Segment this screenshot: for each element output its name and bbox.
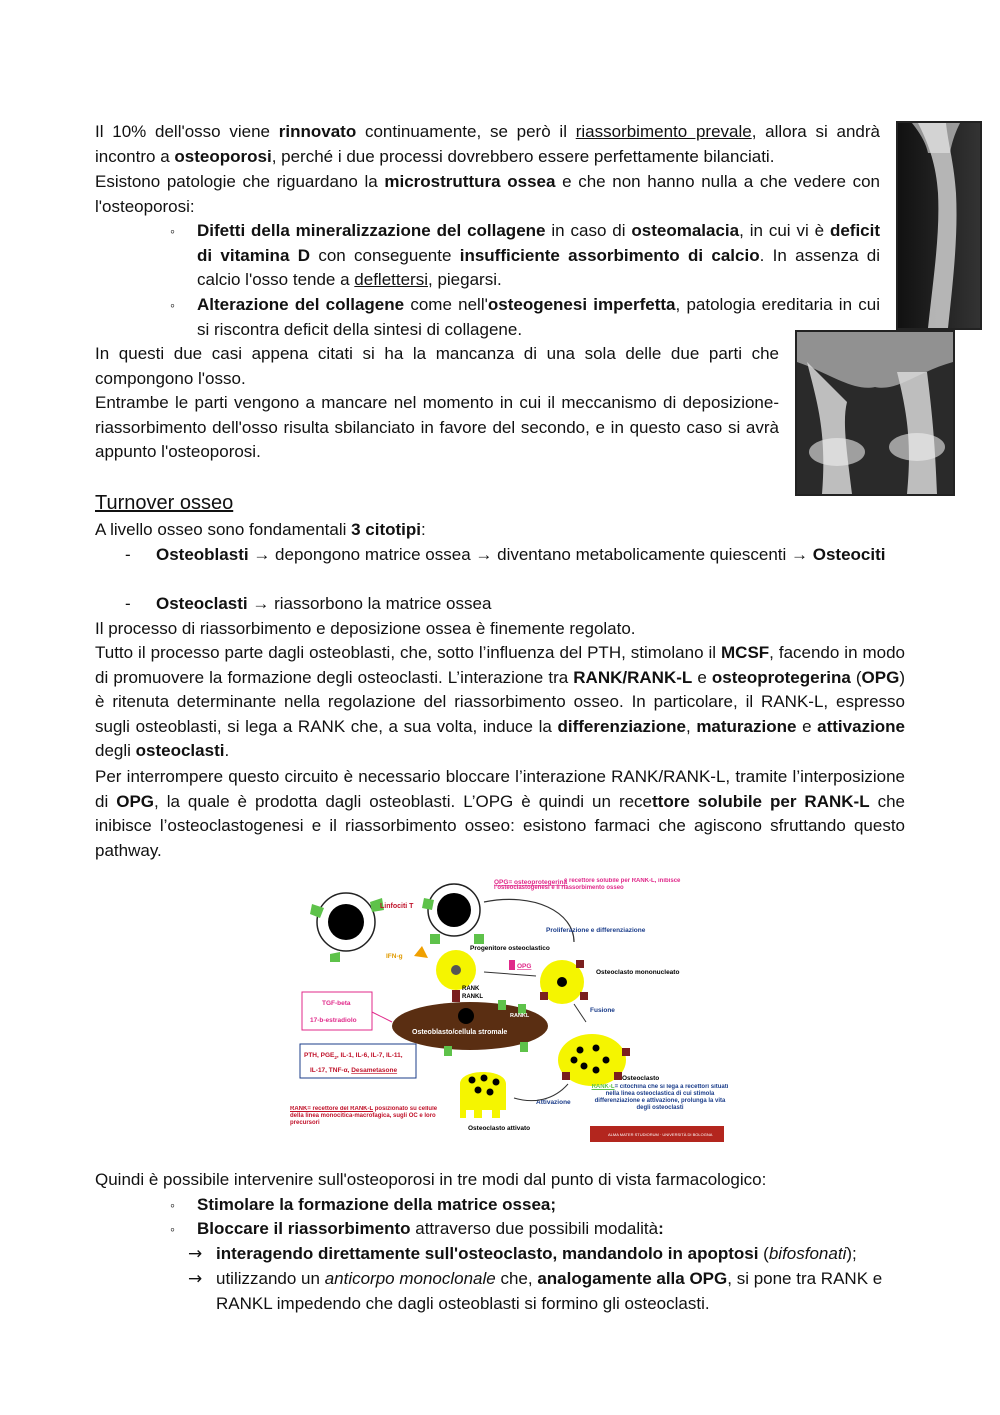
text-run: Alterazione del collagene bbox=[197, 295, 405, 314]
text-run: MCSF bbox=[721, 643, 770, 662]
label-linfociti: Linfociti T bbox=[380, 903, 414, 910]
rank-rankl-diagram bbox=[284, 872, 730, 1144]
text-run: Tutto il processo parte dagli osteoblasti, che, sotto l’influenza del PTH, stimolano il bbox=[95, 643, 721, 662]
text-run: insufficiente assorbimento di calcio bbox=[459, 245, 760, 265]
text-run: : bbox=[658, 1219, 664, 1238]
turnover-line-1 bbox=[95, 518, 905, 543]
activated-osteoclast-cell bbox=[460, 1072, 506, 1118]
text-run: Difetti della mineralizzazione del collagene bbox=[197, 221, 546, 240]
text-run: ( bbox=[850, 667, 862, 687]
text-run: , si pone tra RANK e RANKL impedendo che dagli osteoblasti si formino gli osteoclasti. bbox=[216, 1269, 883, 1313]
text-run: ttore solubile per RANK-L bbox=[652, 791, 870, 811]
xray-image-femur bbox=[896, 121, 982, 330]
text-run: Il 10% dell'osso viene bbox=[95, 122, 279, 141]
label-fusione: Fusione bbox=[590, 1007, 615, 1014]
text-run: riassorbimento prevale bbox=[575, 122, 752, 141]
therapy-arrow-item-2 bbox=[216, 1267, 905, 1316]
label-osteoclasto: Osteoclasto bbox=[622, 1075, 660, 1082]
rank-definition: RANK= recettore del RANK-L posizionato su cellule della linea monocitica-macrofagica, sugli OC e loro precursori bbox=[290, 1106, 438, 1126]
text-run: ); bbox=[846, 1244, 857, 1263]
text-run: e che non hanno nulla a che vedere con l'osteoporosi: bbox=[95, 172, 880, 216]
label-university: ALMA MATER STUDIORUM · UNIVERSITÀ DI BOLOGNA bbox=[608, 1132, 713, 1137]
text-run: , bbox=[685, 716, 697, 736]
label-progenitore: Progenitore osteoclastico bbox=[470, 945, 550, 952]
text-run: : bbox=[421, 520, 426, 539]
bullet-item-collagen-alteration bbox=[197, 293, 880, 342]
dash-item-osteoblasti bbox=[156, 543, 905, 568]
xray-image-knees bbox=[795, 330, 955, 496]
xray-femur-drawing bbox=[898, 123, 980, 328]
text-run: A livello osseo sono fondamentali bbox=[95, 520, 352, 539]
intro-paragraph-2 bbox=[95, 170, 880, 219]
diagram-svg bbox=[284, 872, 730, 1144]
text-run: , allora si andrà incontro a bbox=[95, 122, 881, 166]
opg-description-wrap bbox=[494, 878, 684, 908]
label-estradiolo: 17-b-estradiolo bbox=[310, 1017, 357, 1024]
text-run: , facendo in modo di promuovere la formazione degli osteoclasti. L’interazione tra bbox=[95, 643, 906, 687]
bullet-marker: ◦ bbox=[170, 223, 175, 239]
intro-paragraph-4: Entrambe le parti vengono a mancare nel momento in cui il meccanismo di deposizione-riassorbimento dell'osso risulta sbilanciato in favore del secondo, e in questo caso si avrà appunto l'osteoporosi. bbox=[95, 393, 779, 462]
therapy-intro: Quindi è possibile intervenire sull'osteoporosi in tre modi dal punto di vista farmacologico: bbox=[95, 1170, 767, 1189]
bullet-marker: ◦ bbox=[170, 1197, 175, 1213]
text-run: attraverso due possibili modalità bbox=[410, 1219, 659, 1238]
text-run: anticorpo monoclonale bbox=[324, 1269, 496, 1288]
rankl-definition: RANK-L= citochina che si lega a recettori situati nella linea osteoclastica di cui stimola differenziazione e attivazione, prolunga la vita degli osteoclasti bbox=[591, 1084, 729, 1111]
text-run: Esistono patologie che riguardano la bbox=[95, 172, 385, 191]
text-run: continuamente, se però il bbox=[356, 122, 576, 141]
text-run: Per interrompere questo circuito è necessario bloccare l’interazione RANK/RANK-L, tramite l’interposizione di bbox=[95, 767, 905, 811]
intro-paragraph-1 bbox=[95, 120, 880, 169]
arrow-marker: → bbox=[188, 1244, 203, 1264]
text-run: RANK/RANK-L bbox=[573, 667, 693, 687]
text-run: Osteoclasti bbox=[156, 594, 248, 613]
text-run: osteomalacia bbox=[631, 221, 740, 240]
label-rank: RANK bbox=[462, 986, 480, 992]
text-run: Stimolare la formazione della matrice ossea; bbox=[197, 1195, 557, 1214]
ifn-molecule bbox=[414, 946, 428, 958]
bullet-marker: ◦ bbox=[170, 297, 175, 313]
text-run: deflettersi bbox=[354, 270, 428, 290]
text-run: e bbox=[796, 716, 818, 736]
xray-knees-drawing bbox=[797, 332, 953, 494]
text-run: Osteoblasti bbox=[156, 545, 249, 564]
text-run: analogamente alla OPG bbox=[537, 1269, 728, 1288]
text-run: che inibisce l’osteoclastogenesi e il riassorbimento osseo: esistono farmaci che agiscono sfruttando questo pathway. bbox=[95, 791, 905, 860]
text-run: ) è ritenuta determinante nella regolazione del riassorbimento osseo. In particolare, il RANK-L, espresso sugli osteoblasti, si lega a RANK che, a sua volta, induce la bbox=[95, 667, 906, 736]
text-run: deficit di vitamina D bbox=[197, 221, 880, 265]
text-run: → depongono matrice ossea → diventano metabolicamente quiescenti → bbox=[248, 545, 813, 564]
therapy-bullet-2 bbox=[197, 1217, 905, 1242]
text-run: differenziazione bbox=[557, 716, 686, 736]
text-run: OPG bbox=[861, 667, 900, 687]
mononuclear-osteoclast-cell bbox=[540, 960, 588, 1004]
text-run: . In assenza di calcio l'osso tende a bbox=[197, 245, 880, 290]
text-run: , in cui vi è bbox=[739, 221, 830, 240]
dash-marker: - bbox=[125, 594, 131, 613]
opg-molecule bbox=[509, 960, 515, 970]
text-run: in caso di bbox=[545, 221, 632, 240]
text-run: microstruttura ossea bbox=[384, 172, 556, 191]
label-osteoclasto-mono: Osteoclasto mononucleato bbox=[596, 969, 680, 976]
text-run: osteoporosi bbox=[174, 146, 272, 166]
lymphocyte-cell-1 bbox=[310, 893, 384, 962]
text-run: → riassorbono la matrice ossea bbox=[247, 594, 492, 613]
label-osteoblasto: Osteoblasto/cellula stromale bbox=[412, 1029, 508, 1036]
text-run: e bbox=[692, 667, 712, 687]
dash-marker: - bbox=[125, 545, 131, 564]
text-run: osteoclasti bbox=[135, 741, 225, 761]
label-opg: OPG bbox=[517, 963, 532, 970]
text-run: , perché i due processi dovrebbero essere perfettamente bilanciati. bbox=[271, 146, 775, 166]
label-osteoclasto-attivato: Osteoclasto attivato bbox=[468, 1125, 531, 1132]
label-cytokines-2: IL-17, TNF-α, Desametasone bbox=[310, 1067, 398, 1074]
rank-definition-wrap bbox=[290, 1106, 450, 1138]
text-run: 3 citotipi bbox=[351, 520, 422, 539]
therapy-arrow-item-1 bbox=[216, 1242, 905, 1267]
text-run: interagendo direttamente sull'osteoclasto, mandandolo in apoptosi bbox=[216, 1244, 759, 1263]
text-run: , la quale è prodotta dagli osteoblasti. L’OPG è quindi un rece bbox=[154, 791, 653, 811]
bullet-marker: ◦ bbox=[170, 1221, 175, 1237]
text-run: , patologia ereditaria in cui si riscontra deficit della sintesi di collagene. bbox=[197, 295, 880, 339]
section-heading: Turnover osseo bbox=[95, 492, 234, 514]
label-tgf: TGF-beta bbox=[322, 1000, 351, 1007]
intro-paragraph-3: In questi due casi appena citati si ha la mancanza di una sola delle due parti che compongono l'osso. bbox=[95, 344, 779, 388]
label-ifn: IFN-g bbox=[386, 953, 403, 960]
multinucleated-osteoclast-cell bbox=[558, 1034, 630, 1086]
lymphocyte-cell-2 bbox=[422, 884, 484, 944]
turnover-paragraph-1: Il processo di riassorbimento e deposizione ossea è finemente regolato. bbox=[95, 619, 636, 638]
bullet-item-collagen-mineralization bbox=[197, 219, 880, 293]
text-run: . bbox=[224, 741, 230, 761]
text-run: attivazione bbox=[817, 716, 906, 736]
text-run: OPG bbox=[116, 791, 155, 811]
text-run: osteoprotegerina bbox=[711, 667, 851, 687]
text-run: , piegarsi. bbox=[428, 270, 502, 290]
label-rankl-2: RANKL bbox=[510, 1013, 530, 1019]
text-run: con conseguente bbox=[310, 245, 460, 265]
text-run: Osteociti bbox=[812, 545, 886, 564]
label-opg-description: è recettore solubile per RANK-L, inibisce l’osteoclastogenesi e il riassorbimento osseo bbox=[494, 878, 681, 891]
text-run: maturazione bbox=[696, 716, 797, 736]
label-cytokines-1: PTH, $PGE_2$, IL-1, IL-6, IL-7, IL-11, bbox=[304, 1052, 403, 1060]
text-run: Bloccare il riassorbimento bbox=[197, 1219, 411, 1238]
dash-item-osteoclasti bbox=[156, 592, 905, 617]
text-run: utilizzando un bbox=[216, 1269, 325, 1288]
label-proliferazione: Proliferazione e differenziazione bbox=[546, 927, 646, 934]
turnover-paragraph-2 bbox=[95, 641, 905, 764]
text-run: osteogenesi imperfetta bbox=[487, 295, 676, 314]
therapy-bullet-1 bbox=[197, 1193, 905, 1218]
text-run: bifosfonati bbox=[768, 1244, 847, 1263]
turnover-paragraph-3 bbox=[95, 765, 905, 863]
text-run: che, bbox=[495, 1269, 538, 1288]
rankl-definition-wrap bbox=[590, 1084, 730, 1124]
text-run: ( bbox=[758, 1244, 769, 1263]
tgf-box bbox=[302, 992, 372, 1030]
label-attivazione: Attivazione bbox=[536, 1099, 571, 1106]
arrow-marker: → bbox=[188, 1269, 203, 1289]
text-run: rinnovato bbox=[278, 122, 357, 141]
text-run: degli bbox=[95, 741, 136, 761]
label-rankl: RANKL bbox=[462, 994, 483, 1000]
label-opg-title: OPG= osteoprotegerina bbox=[494, 879, 568, 886]
text-run: come nell' bbox=[404, 295, 488, 314]
